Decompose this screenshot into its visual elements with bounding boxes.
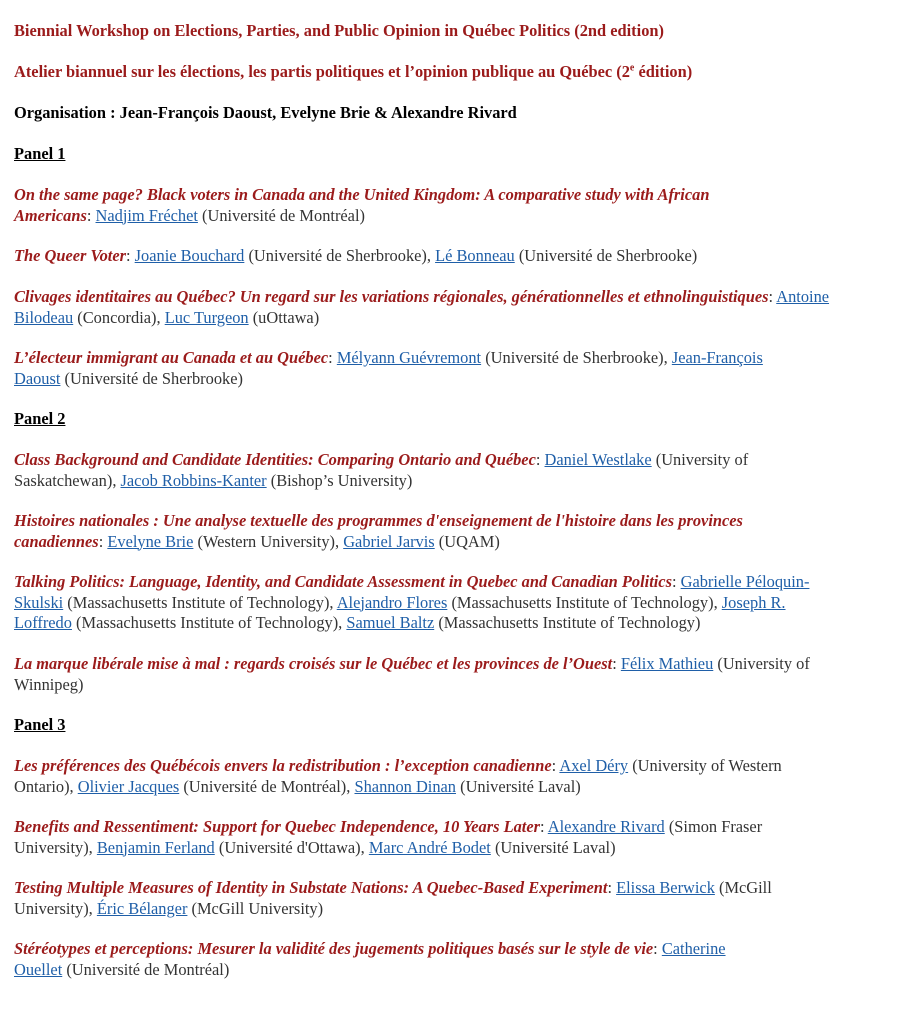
author-separator: ,: [346, 776, 355, 796]
author-link[interactable]: Lé Bonneau: [435, 246, 515, 265]
author-separator: ,: [329, 592, 337, 612]
paper-title: Les préférences des Québécois envers la redistribution : l’exception canadienne: [14, 756, 552, 775]
author-separator: ,: [426, 246, 436, 265]
author-affiliation: (Massachusetts Institute of Technology): [63, 592, 330, 612]
author-affiliation: (University of Winnipeg): [14, 654, 810, 694]
author-link[interactable]: Jacob Robbins-Kanter: [120, 470, 267, 490]
author-separator: ,: [88, 898, 97, 918]
author-link[interactable]: Samuel Baltz: [346, 613, 435, 632]
paper-entry: [14, 511, 910, 552]
title-separator: :: [86, 205, 96, 225]
author-link[interactable]: Nadjim Fréchet: [95, 205, 198, 225]
paper-entry: [14, 348, 910, 389]
author-affiliation: (Concordia): [73, 307, 157, 327]
paper-entry: [14, 878, 910, 919]
author-separator: ,: [713, 592, 722, 612]
title-separator: :: [551, 756, 560, 775]
paper-title: The Queer Voter: [14, 246, 126, 265]
paper-title: L’électeur immigrant au Canada et au Québec: [14, 348, 329, 367]
paper-entry: [14, 654, 910, 695]
title-separator: :: [98, 531, 108, 551]
author-link[interactable]: Alexandre Rivard: [547, 817, 665, 836]
title-separator: :: [540, 817, 548, 836]
author-link[interactable]: Gabrielle Péloquin- Skulski: [14, 572, 810, 612]
title-french: [14, 62, 910, 83]
title-separator: :: [126, 246, 135, 265]
title-separator: :: [653, 939, 662, 958]
organisation-line: Organisation : Jean-François Daoust, Evelyne Brie & Alexandre Rivard: [14, 103, 517, 122]
author-link[interactable]: Félix Mathieu: [620, 654, 714, 673]
author-affiliation: (McGill University): [14, 878, 772, 918]
author-affiliation: (Université Laval): [490, 837, 616, 857]
title-french-superscript: e: [629, 62, 635, 74]
author-link[interactable]: Éric Bélanger: [96, 898, 188, 918]
paper-title: Stéréotypes et perceptions: Mesurer la validité des jugements politiques basés sur le style de vie: [14, 939, 654, 958]
paper-title: Histoires nationales : Une analyse textuelle des programmes d'enseignement de l'histoire dans les provinces canadiennes: [14, 511, 743, 551]
author-separator: ,: [335, 531, 344, 551]
author-link[interactable]: Marc André Bodet: [368, 837, 491, 857]
paper-title: La marque libérale mise à mal : regards croisés sur le Québec et les provinces de l’Ouest: [14, 654, 613, 673]
author-affiliation: (UQAM): [434, 531, 500, 551]
paper-title: Clivages identitaires au Québec? Un regard sur les variations régionales, générationnelles et ethnolinguistiques: [14, 287, 769, 306]
author-affiliation: (Université de Montréal): [197, 205, 365, 225]
author-affiliation: (Université de Sherbrooke): [60, 368, 243, 388]
author-affiliation: (McGill University): [187, 898, 324, 918]
author-separator: ,: [360, 837, 369, 857]
author-separator: ,: [88, 837, 97, 857]
paper-entry: [14, 572, 910, 634]
author-affiliation: (Université de Montréal): [179, 776, 347, 796]
paper-title: Benefits and Ressentiment: Support for Quebec Independence, 10 Years Later: [14, 817, 541, 836]
title-english: Biennial Workshop on Elections, Parties, and Public Opinion in Québec Politics (2nd edition): [14, 21, 664, 40]
author-affiliation: (Université de Sherbrooke): [514, 246, 698, 265]
author-link[interactable]: Shannon Dinan: [354, 776, 457, 796]
author-affiliation: (Massachusetts Institute of Technology): [71, 613, 339, 632]
author-link[interactable]: Evelyne Brie: [107, 531, 194, 551]
paper-title: Talking Politics: Language, Identity, and Candidate Assessment in Quebec and Canadian Politics: [14, 572, 672, 591]
author-separator: ,: [663, 348, 672, 367]
title-separator: :: [768, 287, 777, 306]
author-affiliation: (Université de Sherbrooke): [481, 348, 664, 367]
author-affiliation: (Université de Montréal): [62, 959, 230, 979]
title-separator: :: [607, 878, 617, 897]
paper-entry: [14, 287, 910, 328]
author-link[interactable]: Gabriel Jarvis: [343, 531, 435, 551]
author-separator: ,: [338, 613, 347, 632]
author-link[interactable]: Joseph R. Loffredo: [14, 592, 786, 632]
author-separator: ,: [156, 307, 165, 327]
title-french-main: Atelier biannuel sur les élections, les partis politiques et l’opinion publique au Québec (2: [14, 62, 630, 81]
author-affiliation: (Western University): [193, 531, 335, 551]
author-affiliation: (Simon Fraser University): [14, 817, 763, 857]
author-link[interactable]: Elissa Berwick: [616, 878, 715, 897]
title-separator: :: [671, 572, 681, 591]
paper-entry: [14, 185, 910, 226]
title-separator: :: [535, 450, 545, 469]
author-link[interactable]: Mélyann Guévremont: [336, 348, 482, 367]
author-affiliation: (University of Saskatchewan): [14, 450, 749, 490]
paper-entry: [14, 756, 910, 797]
author-link[interactable]: Axel Déry: [559, 756, 629, 775]
author-link[interactable]: Antoine Bilodeau: [14, 287, 830, 327]
author-link[interactable]: Alejandro Flores: [336, 592, 448, 612]
author-affiliation: (Université d'Ottawa): [214, 837, 361, 857]
paper-entry: [14, 817, 910, 858]
author-affiliation: (Bishop’s University): [266, 470, 413, 490]
title-separator: :: [612, 654, 621, 673]
paper-entry: [14, 939, 910, 980]
author-link[interactable]: Luc Turgeon: [164, 307, 249, 327]
panel-heading: Panel 2: [14, 409, 66, 428]
author-affiliation: (Université Laval): [456, 776, 581, 796]
author-affiliation: (uOttawa): [248, 307, 320, 327]
author-link[interactable]: Olivier Jacques: [77, 776, 180, 796]
paper-entry: [14, 450, 910, 491]
author-link[interactable]: Jean-François Daoust: [14, 348, 763, 388]
panel-heading: Panel 1: [14, 144, 66, 163]
paper-title: Testing Multiple Measures of Identity in Substate Nations: A Quebec-Based Experiment: [14, 878, 608, 897]
title-separator: :: [328, 348, 337, 367]
author-link[interactable]: Daniel Westlake: [544, 450, 652, 469]
title-french-end: édition): [634, 62, 693, 81]
author-affiliation: (University of Western Ontario): [14, 756, 782, 796]
panel-heading: Panel 3: [14, 715, 66, 734]
author-affiliation: (Massachusetts Institute of Technology): [447, 592, 714, 612]
author-link[interactable]: Catherine Ouellet: [14, 939, 726, 979]
author-affiliation: (Massachusetts Institute of Technology): [434, 613, 701, 632]
author-separator: ,: [69, 776, 78, 796]
paper-title: On the same page? Black voters in Canada and the United Kingdom: A comparative study with African Americans: [14, 185, 710, 225]
paper-title: Class Background and Candidate Identities: Comparing Ontario and Québec: [14, 450, 536, 469]
paper-entry: [14, 246, 910, 267]
author-link[interactable]: Joanie Bouchard: [134, 246, 245, 265]
author-affiliation: (Université de Sherbrooke): [244, 246, 427, 265]
author-link[interactable]: Benjamin Ferland: [96, 837, 215, 857]
author-separator: ,: [112, 470, 121, 490]
